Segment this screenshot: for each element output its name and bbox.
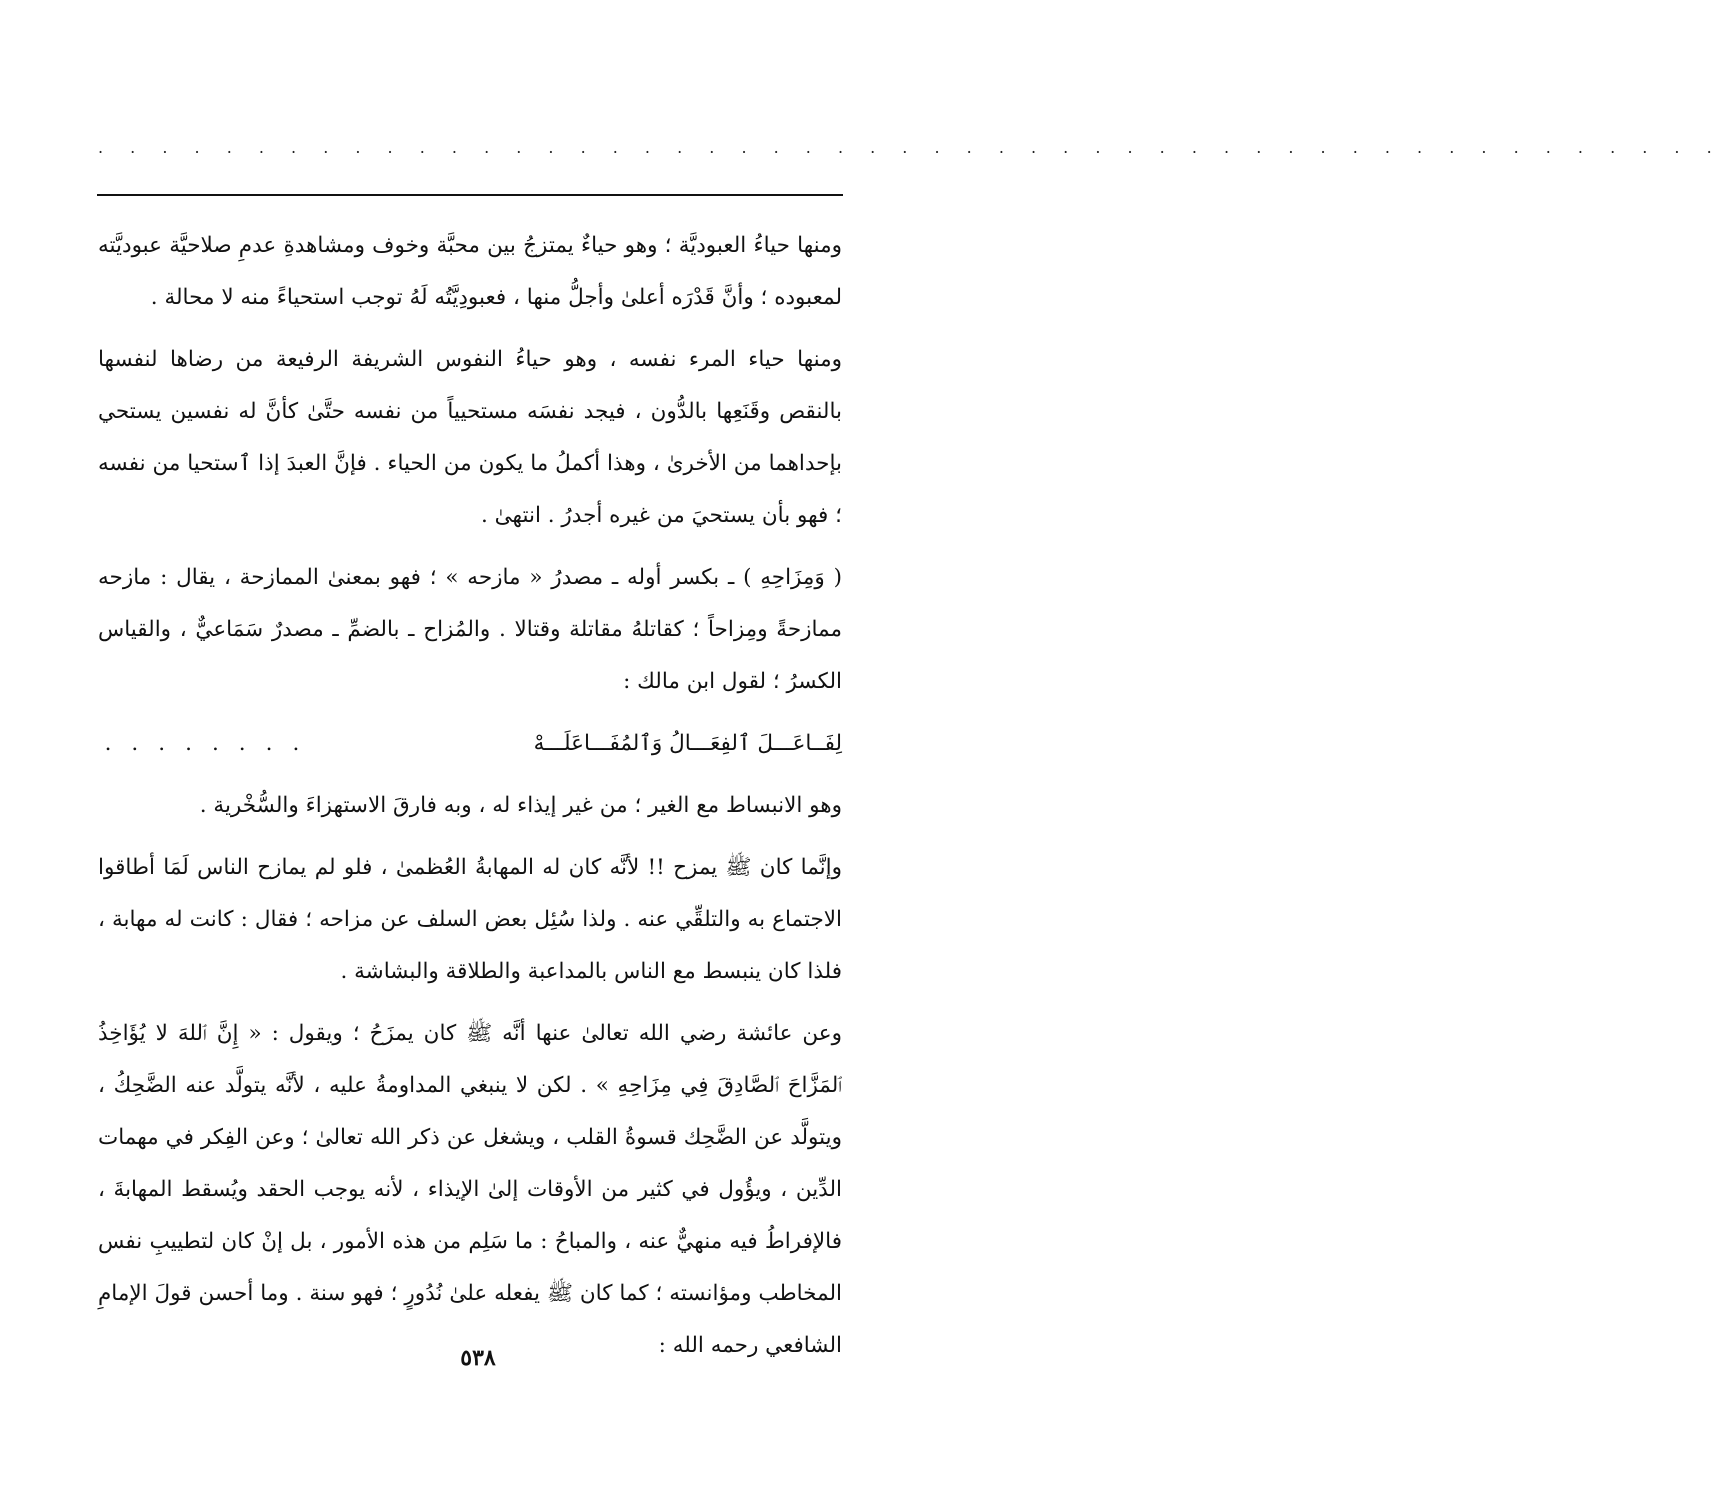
page-body [98,220,842,1382]
verse-dot: . [185,731,192,756]
paragraph-6: وعن عائشة رضي الله تعالىٰ عنها أنَّه ﷺ كان يمزَحُ ؛ ويقول : « إِنَّ ٱللهَ لا يُؤَاخِذُ ٱلمَزَّاحَ ٱلصَّادِقَ فِي مِزَاحِهِ » . لكن لا ينبغي المداومةُ عليه ، لأنَّه يتولَّد عنه الضَّحِكُ ، ويتولَّد عن الضَّحِك قسوةُ القلب ، ويشغل عن ذكر الله تعالىٰ ؛ وعن الفِكر في مهمات الدِّين ، ويؤُول في كثير من الأوقات إلىٰ الإيذاء ، لأنه يوجب الحقد ويُسقط المهابةَ ، فالإفراطُ فيه منهيٌّ عنه ، والمباحُ : ما سَلِم من هذه الأمور ، بل إنْ كان لتطييبِ نفس المخاطب ومؤانسته ؛ كما كان ﷺ يفعله علىٰ نُدُورٍ ؛ فهو سنة . وما أحسن قولَ الإمامِ الشافعي رحمه الله : [98,1021,842,1358]
verse-dot: . [211,731,219,756]
paragraph-3: ( وَمِزَاحِهِ ) ـ بكسر أوله ـ مصدرُ « مازحه » ؛ فهو بمعنىٰ الممازحة ، يقال : مازحه ممازحةً ومِزاحاً ؛ كقاتلهُ مقاتلة وقتالا . والمُزاح ـ بالضمِّ ـ مصدرٌ سَمَاعيٌّ ، والقياس الكسرُ ؛ لقول ابن مالك : [98,565,842,694]
header-dotted-line: . . . . . . . . . . . . . . . . . . . . . . . . . . . . . . . . . . . . . . . . . . . . . . . . . . . [98,138,1723,157]
verse-dot: . [265,731,273,756]
header-rule [97,194,843,196]
verse-line [98,718,842,770]
paragraph-2: ومنها حياء المرء نفسه ، وهو حياءُ النفوس الشريفة الرفيعة من رضاها لنفسها بالنقص وقَنَعِها بالدُّون ، فيجد نفسَه مستحيياً من نفسه حتَّىٰ كأنَّ له نفسين يستحي بإحداهما من الأخرىٰ ، وهذا أكملُ ما يكون من الحياء . فإنَّ العبدَ إذا ٱستحيا من نفسه ؛ فهو بأن يستحيَ من غيره أجدرُ . انتهىٰ . [98,347,842,528]
verse-text: لِفَــاعَـــلَ ٱلفِعَـــالُ وَٱلمُفَـــاعَلَـــهْ [533,731,842,756]
verse-dot: . [292,731,300,756]
paragraph-4: وهو الانبساط مع الغير ؛ من غير إيذاء له ، وبه فارقَ الاستهزاءَ والسُّخْرية . [199,793,842,818]
paragraph-1: ومنها حياءُ العبوديَّة ؛ وهو حياءٌ يمتزجُ بين محبَّة وخوف ومشاهدةِ عدمِ صلاحيَّة عبوديَّته لمعبوده ؛ وأنَّ قَدْرَه أعلىٰ وأجلُّ منها ، فعبودِيَّتُه لَهُ توجب استحياءً منه لا محالة . [98,233,842,310]
paragraph-5: وإنَّما كان ﷺ يمزح !! لأنَّه كان له المهابةُ العُظمىٰ ، فلو لم يمازح الناس لَمَا أطاقوا الاجتماع به والتلقِّي عنه . ولذا سُئِل بعض السلف عن مزاحه ؛ فقال : كانت له مهابة ، فلذا كان ينبسط مع الناس بالمداعبة والطلاقة والبشاشة . [98,855,842,984]
verse-dots [98,718,306,770]
verse-dot: . [104,731,112,756]
verse-dot: . [131,731,139,756]
verse-dot: . [238,731,246,756]
page-number: ٥٣٨ [460,1345,496,1371]
verse-dot: . [158,731,166,756]
